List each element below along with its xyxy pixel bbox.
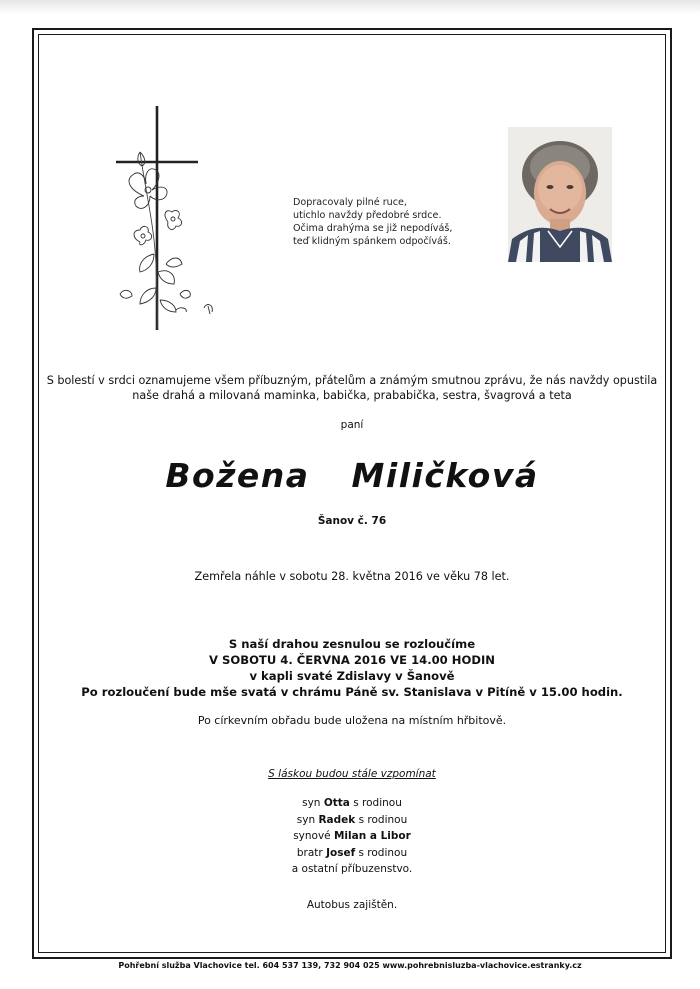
portrait-photo: [508, 127, 612, 262]
announcement-line: S bolestí v srdci oznamujeme všem příbuzným, přátelům a známým smutnou zprávu, že nás navždy opustila: [46, 374, 658, 387]
mourner-row: syn Radek s rodinou: [296, 813, 408, 826]
poem-line: utichlo navždy předobré srdce.: [293, 210, 442, 221]
ceremony-line: Po rozloučení bude mše svatá v chrámu Páně sv. Stanislava v Pitíně v 15.00 hodin.: [81, 685, 623, 699]
poem-line: Dopracovaly pilné ruce,: [293, 197, 407, 208]
death-notice: Zemřela náhle v sobotu 28. května 2016 ve věku 78 let.: [194, 570, 510, 583]
deceased-address: Šanov č. 76: [317, 515, 387, 527]
announcement-line: naše drahá a milovaná maminka, babička, prababička, sestra, švagrová a teta: [132, 389, 572, 402]
bus-note: Autobus zajištěn.: [306, 899, 398, 911]
poem-line: teď klidným spánkem odpočíváš.: [293, 236, 451, 247]
funeral-service-footer: Pohřební služba Vlachovice tel. 604 537 139, 732 904 025 www.pohrebnisluzba-vlachovice.estranky.cz: [118, 961, 582, 970]
cross-with-lilies-icon: [110, 104, 230, 334]
mourner-row: a ostatní příbuzenstvo.: [291, 863, 413, 875]
mourner-row: bratr Josef s rodinou: [296, 846, 408, 859]
mourner-row: synové Milan a Libor: [293, 830, 411, 842]
poem-line: Očima drahýma se již nepodíváš,: [293, 223, 453, 234]
ceremony-line: S naší drahou zesnulou se rozloučíme: [228, 637, 476, 651]
ceremony-line: V SOBOTU 4. ČERVNA 2016 VE 14.00 HODIN: [209, 653, 495, 667]
memorial-poem: [293, 196, 493, 248]
deceased-name: Božena Miličková: [165, 456, 539, 495]
mourner-row: syn Otta s rodinou: [302, 797, 402, 809]
burial-note: Po církevním obřadu bude uložena na místním hřbitově.: [197, 714, 507, 727]
announcement-text: [40, 373, 664, 403]
mourners-list: [40, 795, 664, 878]
scan-top-shadow: [0, 0, 700, 14]
ceremony-details: [40, 636, 664, 700]
mourners-heading: S láskou budou stále vzpomínat: [268, 768, 436, 780]
honorific: paní: [340, 419, 364, 431]
ceremony-line: v kapli svaté Zdislavy v Šanově: [249, 669, 455, 683]
